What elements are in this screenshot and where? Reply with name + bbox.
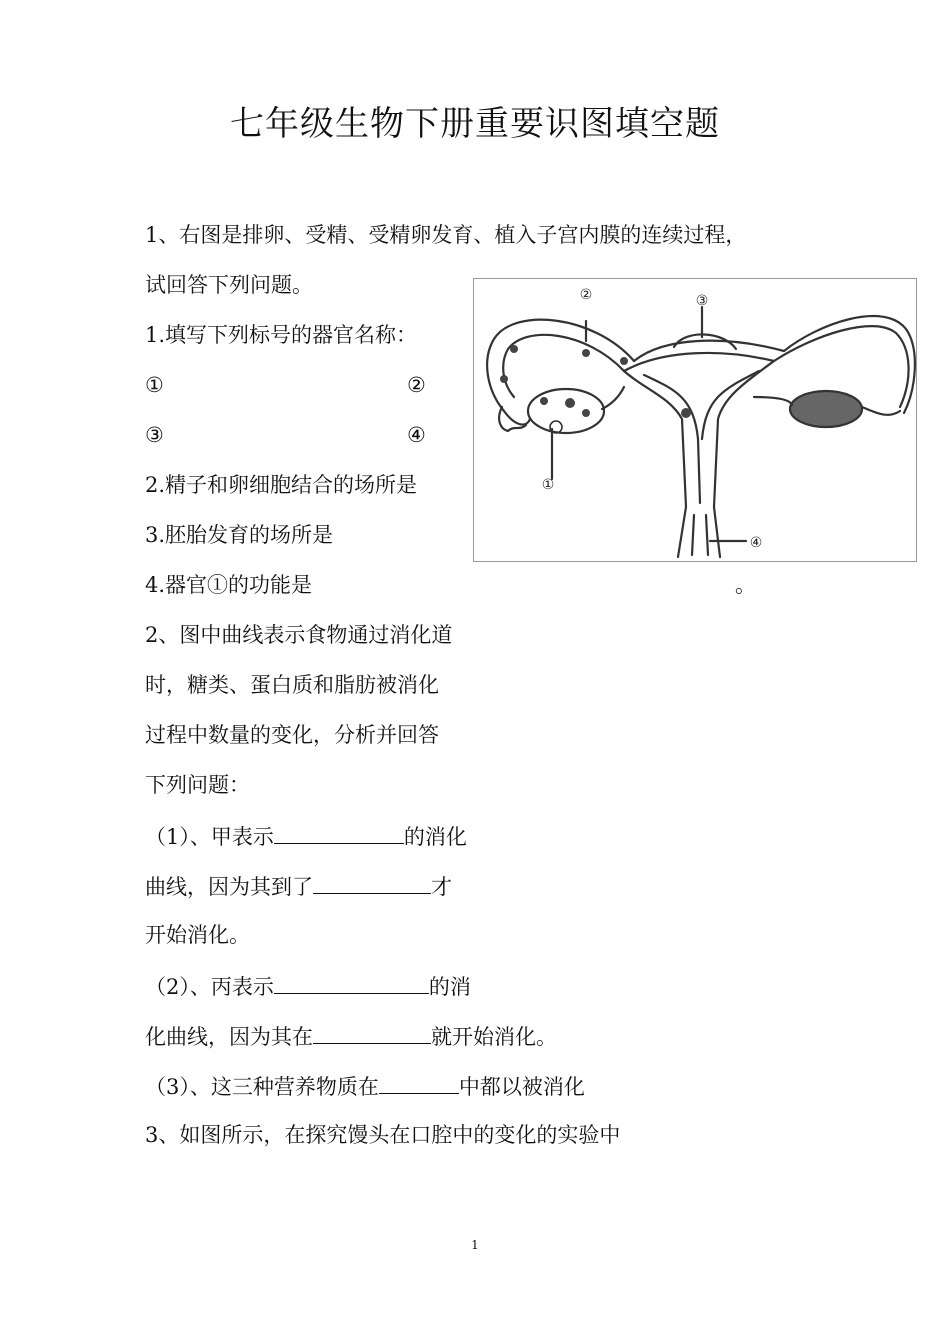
q2-sub-2-lead: （2）、丙表示 xyxy=(145,975,274,999)
reproductive-system-figure xyxy=(473,278,917,562)
q3-line-1: 3、如图所示，在探究馒头在口腔中的变化的实验中 xyxy=(145,1123,621,1147)
q2-sub-2-reason-end: 就开始消化。 xyxy=(431,1025,557,1049)
figure-label-2: ② xyxy=(579,287,593,303)
q2-sub-3 xyxy=(145,1071,585,1101)
answer-blank[interactable] xyxy=(274,971,429,994)
q1-mark-1: ① xyxy=(145,373,164,397)
q1-mark-3: ③ xyxy=(145,423,164,447)
uterus-diagram xyxy=(474,279,916,561)
q2-line-1: 2、图中曲线表示食物通过消化道 xyxy=(145,623,453,647)
q2-sub-3-lead: （3）、这三种营养物质在 xyxy=(145,1075,379,1099)
q2-sub-1-line-1 xyxy=(145,821,467,851)
q2-sub-1-line-2 xyxy=(145,871,452,901)
page-title: 七年级生物下册重要识图填空题 xyxy=(230,104,720,144)
figure-label-4: ④ xyxy=(749,535,763,551)
q1-mark-2: ② xyxy=(407,373,426,397)
q1-part-3: 3.胚胎发育的场所是 xyxy=(145,523,334,547)
q2-sub-1-line-3: 开始消化。 xyxy=(145,923,250,947)
q1-intro: 1、右图是排卵、受精、受精卵发育、植入子宫内膜的连续过程， xyxy=(145,223,747,247)
answer-blank[interactable] xyxy=(313,1021,431,1044)
q2-line-4: 下列问题： xyxy=(145,773,250,797)
q2-sub-3-tail: 中都以被消化 xyxy=(458,1075,585,1099)
q2-sub-2-line-2 xyxy=(145,1021,557,1051)
answer-blank[interactable] xyxy=(379,1071,459,1094)
q2-line-3: 过程中数量的变化，分析并回答 xyxy=(145,723,439,747)
figure-label-3: ③ xyxy=(695,293,709,309)
answer-blank[interactable] xyxy=(313,871,431,894)
q2-sub-1-reason: 曲线，因为其到了 xyxy=(145,875,313,899)
answer-blank[interactable] xyxy=(274,821,404,844)
page-number: 1 xyxy=(471,1238,479,1252)
q1-mark-4: ④ xyxy=(407,423,426,447)
q2-line-2: 时，糖类、蛋白质和脂肪被消化 xyxy=(145,673,439,697)
q2-sub-1-reason-end: 才 xyxy=(431,875,452,899)
figure-label-1: ① xyxy=(541,477,555,493)
q1-part-2: 2.精子和卵细胞结合的场所是 xyxy=(145,473,418,497)
q2-sub-2-line-1 xyxy=(145,971,471,1001)
q2-sub-2-tail: 的消 xyxy=(428,975,471,999)
q1-part-4: 4.器官①的功能是 xyxy=(145,573,313,597)
q1-part-1: 1.填写下列标号的器官名称： xyxy=(145,323,418,347)
q1-intro-2: 试回答下列问题。 xyxy=(145,273,313,297)
q2-sub-1-tail: 的消化 xyxy=(403,825,467,849)
q2-sub-1-lead: （1）、甲表示 xyxy=(145,825,274,849)
q2-sub-2-reason: 化曲线，因为其在 xyxy=(145,1025,313,1049)
q1-part-4-end: 。 xyxy=(735,573,756,597)
